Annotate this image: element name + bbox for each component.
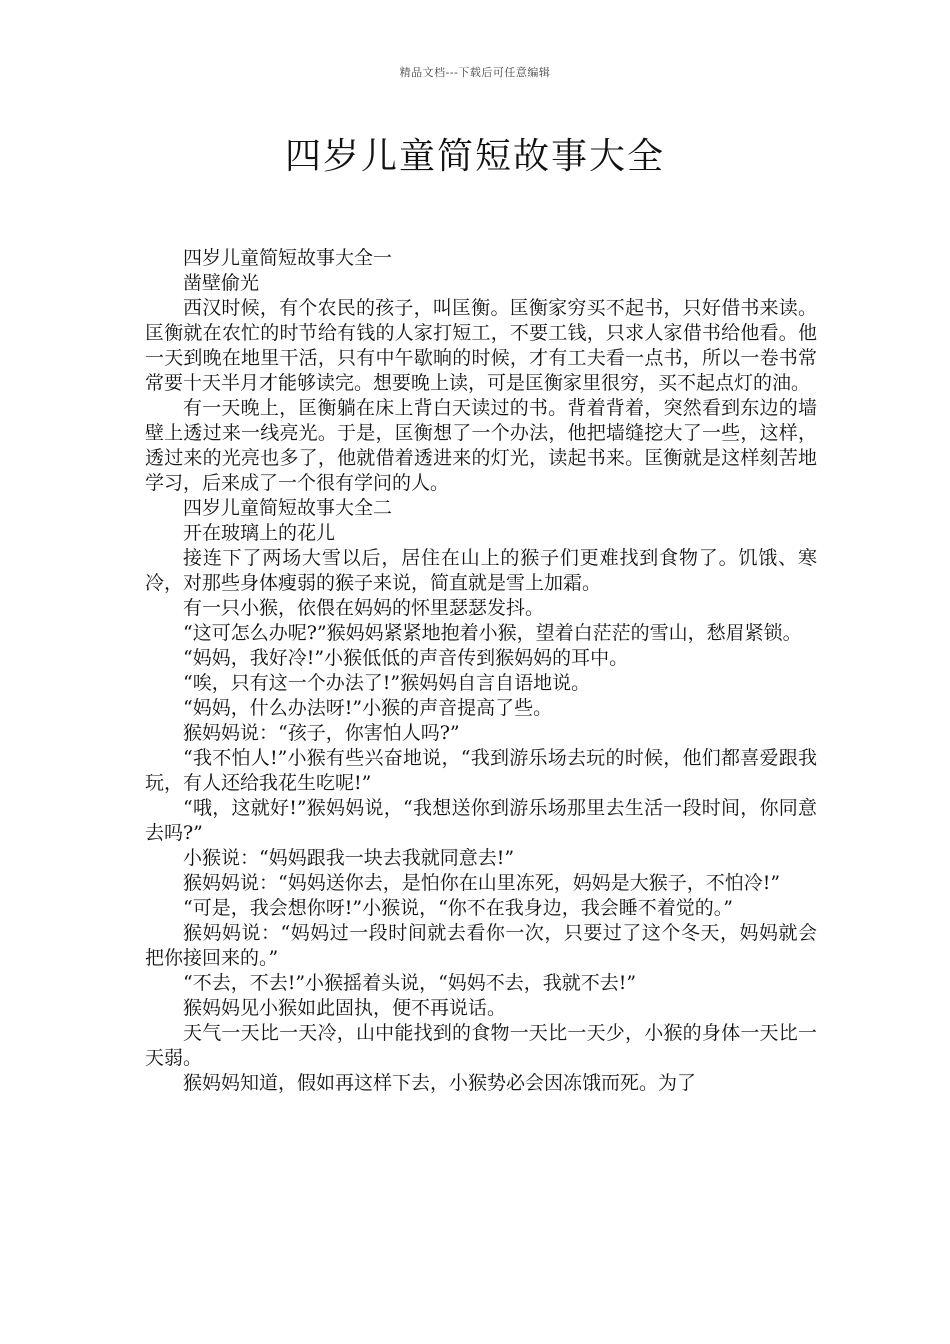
paragraph: 猴妈妈见小猴如此固执，便不再说话。: [183, 997, 507, 1019]
page-header-note: 精品文档---下载后可任意编辑: [399, 66, 551, 79]
paragraph: 猴妈妈说：“妈妈送你去，是怕你在山里冻死，妈妈是大猴子，不怕冷!”: [183, 872, 781, 894]
section-heading-2: 四岁儿童简短故事大全二: [183, 497, 393, 519]
story-title-1: 凿壁偷光: [183, 272, 260, 294]
section-heading-1: 四岁儿童简短故事大全一: [183, 247, 393, 269]
paragraph: “唉，只有这一个办法了!”猴妈妈自言自语地说。: [183, 672, 591, 694]
paragraph: 猴妈妈说：“妈妈过一段时间就去看你一次，只要过了这个冬天，妈妈就会把你接回来的。”: [145, 922, 817, 969]
story-title-2: 开在玻璃上的花儿: [183, 522, 336, 544]
paragraph: 接连下了两场大雪以后，居住在山上的猴子们更难找到食物了。饥饿、寒冷，对那些身体瘦弱的猴子来说，简直就是雪上加霜。: [145, 547, 817, 594]
paragraph: “可是，我会想你呀!”小猴说，“你不在我身边，我会睡不着觉的。”: [183, 897, 733, 919]
paragraph: 有一天晚上，匡衡躺在床上背白天读过的书。背着背着，突然看到东边的墙壁上透过来一线亮光。于是，匡衡想了一个办法，他把墙缝挖大了一些，这样，透过来的光亮也多了，他就借着透进来的灯光，读起书来。匡衡就是这样刻苦地学习，后来成了一个很有学问的人。: [145, 397, 817, 494]
paragraph: 猴妈妈说：“孩子，你害怕人吗?”: [183, 722, 460, 744]
paragraph: 猴妈妈知道，假如再这样下去，小猴势必会因冻饿而死。为了: [183, 1072, 697, 1094]
document-title: 四岁儿童简短故事大全: [284, 136, 665, 177]
paragraph: “不去，不去!”小猴摇着头说，“妈妈不去，我就不去!”: [183, 972, 637, 994]
paragraph: 小猴说：“妈妈跟我一块去我就同意去!”: [183, 847, 515, 869]
paragraph: “我不怕人!”小猴有些兴奋地说，“我到游乐场去玩的时候，他们都喜爱跟我玩，有人还给我花生吃呢!”: [145, 747, 817, 794]
paragraph: “哦，这就好!”猴妈妈说，“我想送你到游乐场那里去生活一段时间，你同意去吗?”: [145, 797, 817, 844]
paragraph: 西汉时候，有个农民的孩子，叫匡衡。匡衡家穷买不起书，只好借书来读。匡衡就在农忙的时节给有钱的人家打短工，不要工钱，只求人家借书给他看。他一天到晚在地里干活，只有中午歇晌的时候，才有工夫看一点书，所以一卷书常常要十天半月才能够读完。想要晚上读，可是匡衡家里很穷，买不起点灯的油。: [145, 297, 817, 394]
document-body: [145, 246, 817, 1096]
paragraph: 天气一天比一天冷，山中能找到的食物一天比一天少，小猴的身体一天比一天弱。: [145, 1022, 817, 1069]
paragraph: “妈妈，什么办法呀!”小猴的声音提高了些。: [183, 697, 553, 719]
paragraph: “妈妈，我好冷!”小猴低低的声音传到猴妈妈的耳中。: [183, 647, 629, 669]
paragraph: 有一只小猴，依偎在妈妈的怀里瑟瑟发抖。: [183, 597, 545, 619]
paragraph: “这可怎么办呢?”猴妈妈紧紧地抱着小猴，望着白茫茫的雪山，愁眉紧锁。: [183, 622, 802, 644]
